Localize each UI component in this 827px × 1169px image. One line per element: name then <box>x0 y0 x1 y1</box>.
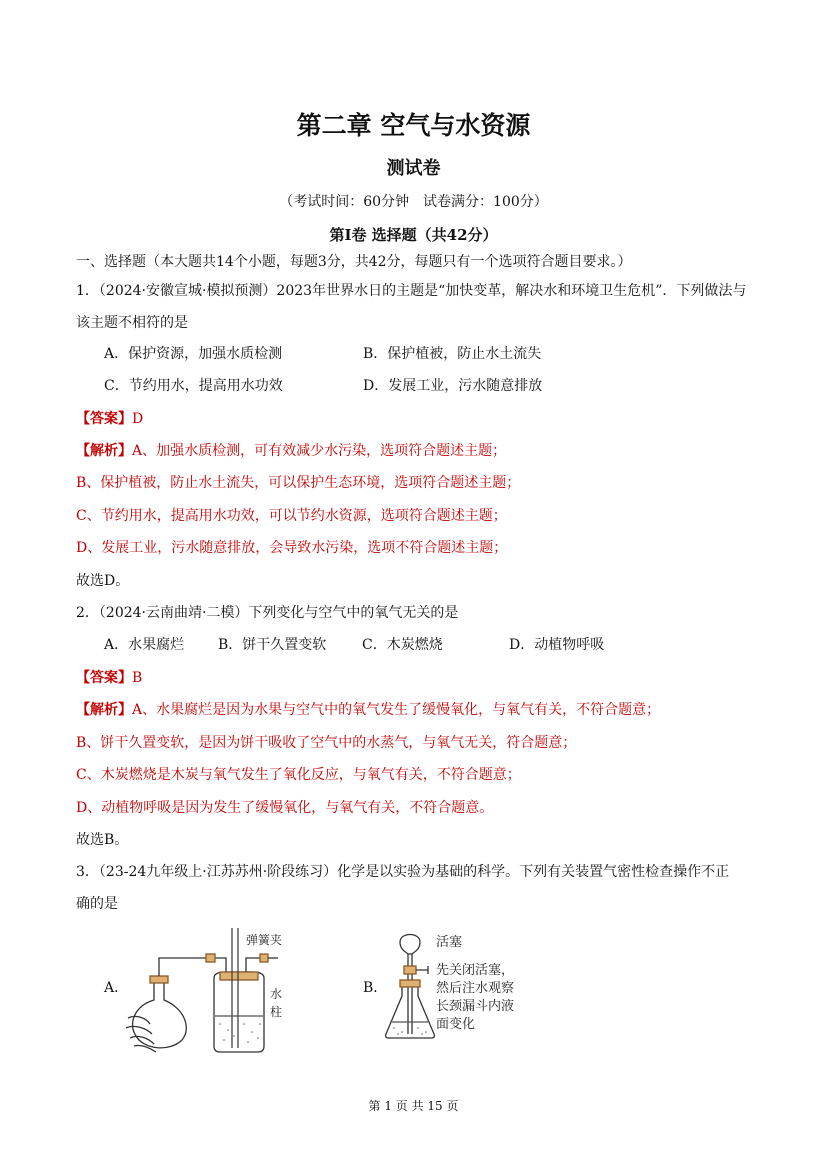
section-instructions: 一、选择题（本大题共14个小题，每题3分，共42分，每题只有一个选项符合题目要求。） <box>76 254 632 270</box>
q1-answer-value: D <box>132 411 144 427</box>
q2-answer-label: 【答案】 <box>76 670 132 686</box>
flask-stopper <box>150 976 168 983</box>
exam-info: （考试时间：60分钟 试卷满分：100分） <box>279 194 548 210</box>
q2-answer <box>76 668 142 688</box>
q1-option-a: A．保护资源，加强水质检测 <box>104 346 283 362</box>
q2-conclusion: 故选B。 <box>76 832 129 848</box>
q3-figure-b <box>380 926 570 1044</box>
label-water-1: 水 <box>270 987 283 1001</box>
q1-option-c: C．节约用水，提高用水功效 <box>104 378 283 394</box>
q2-analysis-a-text: A、水果腐烂是因为水果与空气中的氧气发生了缓慢氧化，与氧气有关，不符合题意； <box>132 702 661 718</box>
label-water-2: 柱 <box>270 1005 283 1019</box>
page-title: 第二章 空气与水资源 <box>296 111 531 140</box>
gas-bottle <box>214 972 264 1052</box>
q2-option-d: D．动植物呼吸 <box>509 637 605 653</box>
note-line-4: 面变化 <box>436 1017 476 1032</box>
q2-stem: 2．（2024·云南曲靖·二模）下列变化与空气中的氧气无关的是 <box>76 605 459 621</box>
q3-stem-line1: 3．（23-24九年级上·江苏苏州·阶段练习）化学是以实验为基础的科学。下列有关装置气密性检查操作不正 <box>76 864 730 880</box>
flask <box>133 982 187 1048</box>
label-spring-clip: 弹簧夹 <box>246 933 283 947</box>
q1-answer <box>76 409 143 429</box>
q2-option-b: B．饼干久置变软 <box>218 637 327 653</box>
q1-analysis-label: 【解析】 <box>76 443 132 459</box>
q1-answer-label: 【答案】 <box>76 411 132 427</box>
page-footer: 第 1 页 共 15 页 <box>368 1099 459 1113</box>
spring-clip-icon <box>260 954 268 962</box>
q2-option-c: C．木炭燃烧 <box>362 637 443 653</box>
q2-analysis-d: D、动植物呼吸是因为发生了缓慢氧化，与氧气有关，不符合题意。 <box>76 800 494 816</box>
q2-analysis-a <box>76 700 660 720</box>
note-line-3: 长颈漏斗内液 <box>436 999 515 1014</box>
q1-analysis-a-text: A、加强水质检测，可有效减少水污染，选项符合题述主题； <box>132 443 507 459</box>
q1-stem-line2: 该主题不相符的是 <box>76 315 188 331</box>
q2-analysis-label: 【解析】 <box>76 702 132 718</box>
stopcock-icon <box>404 966 416 974</box>
long-tube <box>232 928 238 1048</box>
q3-figure-a <box>120 920 300 1055</box>
q2-analysis-b: B、饼干久置变软，是因为饼干吸收了空气中的水蒸气，与氧气无关，符合题意； <box>76 735 577 751</box>
funnel-bulb <box>400 935 420 955</box>
page-subtitle: 测试卷 <box>386 158 441 179</box>
connecting-tube <box>159 958 208 976</box>
conical-flask <box>386 986 435 1038</box>
q3-stem-line2: 确的是 <box>76 896 118 912</box>
q2-analysis-c: C、木炭燃烧是木炭与氧气发生了氧化反应，与氧气有关，不符合题意； <box>76 767 521 783</box>
note-line-2: 然后注水观察 <box>436 981 515 996</box>
q1-option-d: D．发展工业，污水随意排放 <box>363 378 543 394</box>
q1-analysis-a <box>76 441 506 461</box>
note-line-1: 先关闭活塞， <box>436 963 515 978</box>
label-valve: 活塞 <box>436 935 463 950</box>
q1-analysis-c: C、节约用水，提高用水功效，可以节约水资源，选项符合题述主题； <box>76 508 507 524</box>
bottle-stopper <box>220 972 258 980</box>
q1-analysis-d: D、发展工业，污水随意排放，会导致水污染，选项不符合题述主题； <box>76 540 508 556</box>
q1-option-b: B．保护植被，防止水土流失 <box>363 346 542 362</box>
part-title: 第Ⅰ卷 选择题（共42分） <box>329 226 498 244</box>
q1-conclusion: 故选D。 <box>76 573 130 589</box>
flask-stopper-b <box>400 980 420 987</box>
q1-stem-line1: 1．（2024·安徽宣城·模拟预测）2023年世界水日的主题是“加快变革，解决水和环境卫生危机”．下列做法与 <box>76 283 747 299</box>
q2-answer-value: B <box>132 670 143 686</box>
q3-option-b: B． <box>363 980 388 996</box>
q3-option-a: A． <box>104 980 129 996</box>
q2-option-a: A．水果腐烂 <box>104 637 185 653</box>
q1-analysis-b: B、保护植被，防止水土流失，可以保护生态环境，选项符合题述主题； <box>76 475 521 491</box>
